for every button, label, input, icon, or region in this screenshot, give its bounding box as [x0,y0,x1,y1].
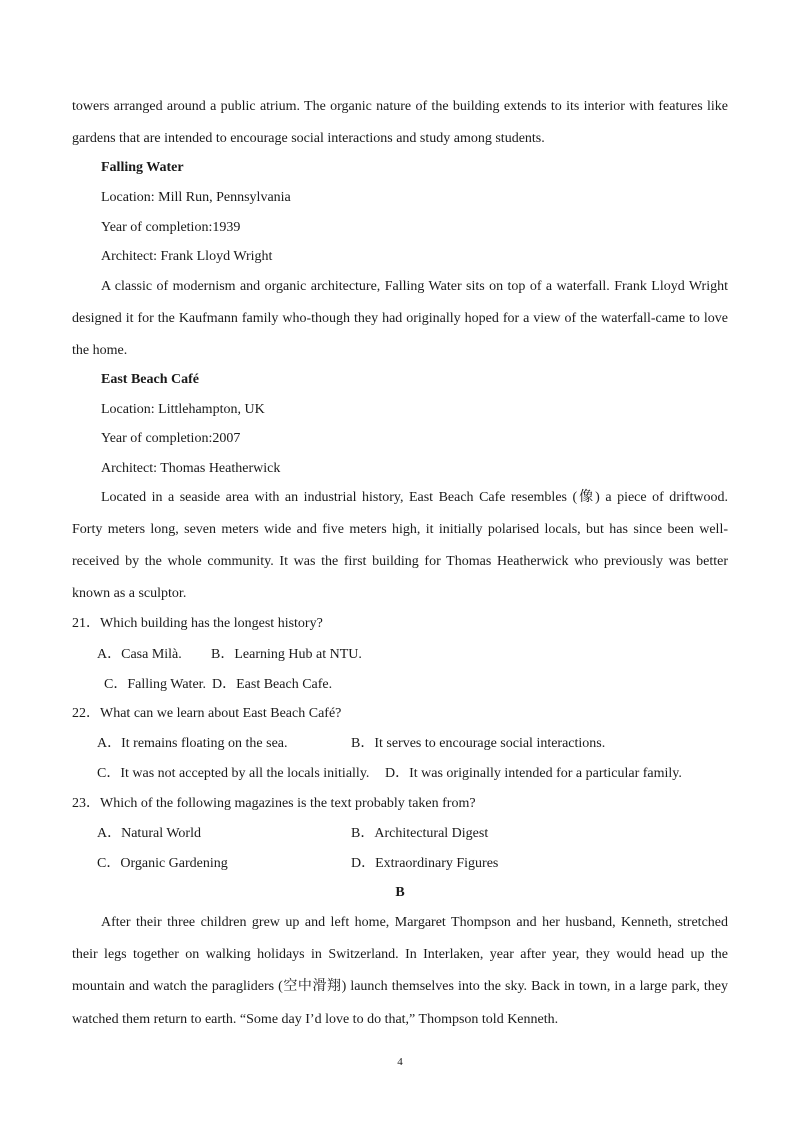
falling-water-title: Falling Water [101,160,184,175]
question-option: A．Casa Milà. [97,647,182,662]
passage-b-line: mountain and watch the paragliders (空中滑翔) launch themselves into the sky. Back in town, in a large park, they [72,979,728,994]
question-stem: 21．Which building has the longest history? [72,616,323,631]
east-beach-desc-line: Forty meters long, seven meters wide and five meters high, it initially polarised locals, but has since been well- [72,522,728,537]
question-option: C．Falling Water. [104,677,207,692]
falling-water-desc-line: the home. [72,343,128,358]
passage-a-intro-line: gardens that are intended to encourage social interactions and study among students. [72,131,545,146]
east-beach-desc-line: Located in a seaside area with an industrial history, East Beach Cafe resembles (像) a piece of driftwood. [101,490,728,505]
falling-water-desc-line: A classic of modernism and organic architecture, Falling Water sits on top of a waterfall. Frank Lloyd Wright [101,279,728,294]
page-number: 4 [397,1056,403,1068]
question-option: D．East Beach Cafe. [212,677,333,692]
question-option: C．Organic Gardening [97,856,228,871]
east-beach-title: East Beach Café [101,372,199,387]
question-option: C．It was not accepted by all the locals initially. [97,766,370,781]
question-stem: 22．What can we learn about East Beach Café? [72,706,342,721]
east-beach-desc-line: known as a sculptor. [72,586,187,601]
question-stem: 23．Which of the following magazines is the text probably taken from? [72,796,476,811]
passage-a-intro-line: towers arranged around a public atrium. The organic nature of the building extends to its interior with features like [72,99,728,114]
section-heading: B [395,885,405,900]
falling-water-architect: Architect: Frank Lloyd Wright [101,249,273,264]
east-beach-year: Year of completion:2007 [101,431,241,446]
question-option: D．Extraordinary Figures [351,856,499,871]
question-option: B．It serves to encourage social interactions. [351,736,606,751]
passage-b-line: After their three children grew up and left home, Margaret Thompson and her husband, Kenneth, stretched [101,915,728,930]
passage-b-line: their legs together on walking holidays in Switzerland. In Interlaken, year after year, they would head up the [72,947,728,962]
east-beach-desc-line: received by the whole community. It was the first building for Thomas Heatherwick who previously was better [72,554,728,569]
question-option: A．Natural World [97,826,201,841]
question-option: B．Architectural Digest [351,826,489,841]
question-option: A．It remains floating on the sea. [97,736,288,751]
question-option: B．Learning Hub at NTU. [211,647,362,662]
passage-b-line: watched them return to earth. “Some day I’d love to do that,” Thompson told Kenneth. [72,1012,559,1027]
falling-water-desc-line: designed it for the Kaufmann family who-though they had originally hoped for a view of the waterfall-came to love [72,311,728,326]
falling-water-location: Location: Mill Run, Pennsylvania [101,190,291,205]
falling-water-year: Year of completion:1939 [101,220,241,235]
question-option: D．It was originally intended for a particular family. [385,766,682,781]
east-beach-location: Location: Littlehampton, UK [101,402,265,417]
east-beach-architect: Architect: Thomas Heatherwick [101,461,281,476]
